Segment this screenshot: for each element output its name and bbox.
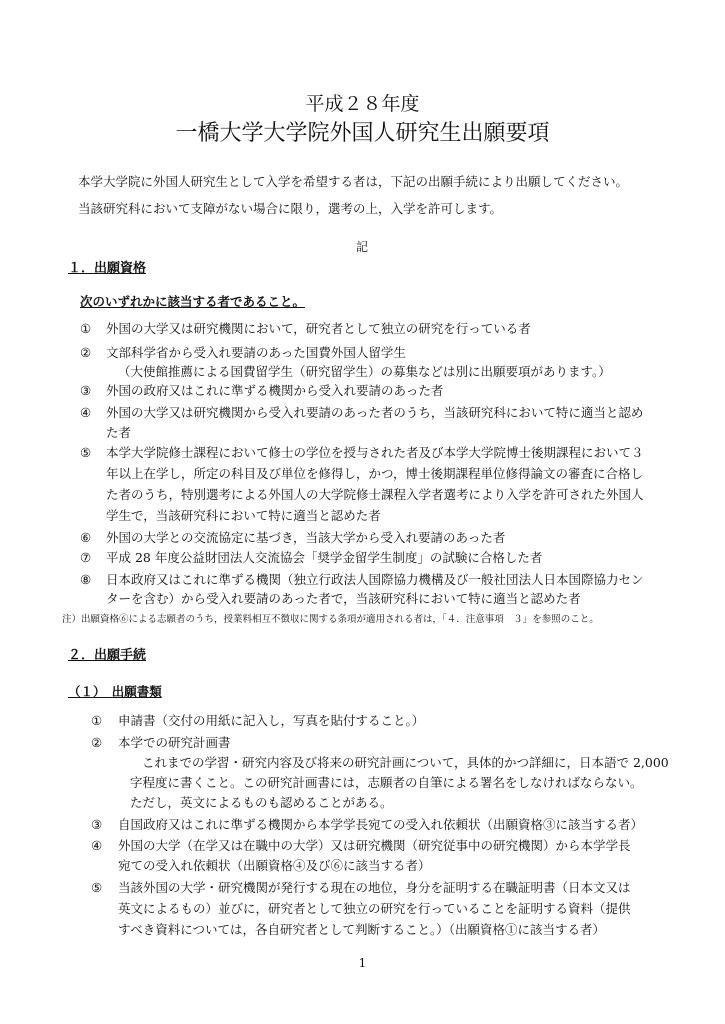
page-number: 1 xyxy=(358,956,367,970)
list-number: ④ xyxy=(80,405,92,420)
list-item: これまでの学習・研究内容及び将来の研究計画について，具体的かつ詳細に，日本語で 2,000 xyxy=(142,755,669,770)
list-item: 字程度に書くこと。この研究計画書には，志願者の自筆による署名をしなければならない。 xyxy=(130,775,643,790)
intro-line-1: 本学大学院に外国人研究生として入学を希望する者は，下記の出願手続により出願してください。 xyxy=(78,174,629,189)
list-item: 当該外国の大学・研究機関が発行する現在の地位，身分を証明する在職証明書（日本文又は xyxy=(118,880,631,895)
section2-subheading: （１） 出願書類 xyxy=(68,684,162,699)
eligibility-note: 注）出願資格⑥による志願者のうち，授業料相互不徴収に関する条項が適用される者は，「４．注意事項 ３」を参照のこと。 xyxy=(62,614,599,625)
list-number: ① xyxy=(91,713,103,728)
document-title: 一橋大学大学院外国人研究生出願要項 xyxy=(175,121,550,146)
list-number: ② xyxy=(80,345,92,360)
list-item: すべき資料については，各自研究者として判断すること。）（出願資格①に該当する者） xyxy=(118,922,606,937)
intro-line-2: 当該研究科において支障がない場合に限り，選考の上，入学を許可します。 xyxy=(78,201,503,216)
list-item: 外国の大学又は研究機関において，研究者として独立の研究を行っている者 xyxy=(106,321,531,336)
list-item: 外国の大学との交流協定に基づき，当該大学から受入れ要請のあった者 xyxy=(106,530,506,545)
section1-subheading: 次のいずれかに該当する者であること。 xyxy=(80,294,306,309)
list-item: 自国政府又はこれに準ずる機関から本学学長宛ての受入れ依頼状（出願資格③に該当する者） xyxy=(118,817,644,832)
list-item: 宛ての受入れ依頼状（出願資格④及び⑥に該当する者） xyxy=(118,858,431,873)
list-number: ① xyxy=(80,321,92,336)
list-item: た者 xyxy=(106,425,132,440)
list-number: ⑥ xyxy=(80,530,92,545)
list-number: ③ xyxy=(91,817,103,832)
list-item: ただし，英文によるものも認めることがある。 xyxy=(130,795,393,810)
section1-heading: １．出願資格 xyxy=(68,261,147,276)
list-item: 日本政府又はこれに準ずる機関（独立行政法人国際協力機構及び一般社団法人日本国際協力セン xyxy=(106,572,644,587)
list-item: 申請書（交付の用紙に記入し，写真を貼付すること。） xyxy=(118,713,425,728)
list-item: 学生で，当該研究科において特に適当と認めた者 xyxy=(106,508,381,523)
document-year: 平成２８年度 xyxy=(305,93,420,115)
list-item: 平成 28 年度公益財団法人交流協会「奨学金留学生制度」の試験に合格した者 xyxy=(106,550,543,565)
list-item: 本学大学院修士課程において修士の学位を授与された者及び本学大学院博士後期課程において３ xyxy=(106,445,644,460)
list-number: ⑦ xyxy=(80,550,92,565)
list-number: ③ xyxy=(80,383,92,398)
ki-mark: 記 xyxy=(356,240,369,254)
list-item: 外国の大学（在学又は在職中の大学）又は研究機関（研究従事中の研究機関）から本学学長 xyxy=(118,838,631,853)
list-item: ターを含む）から受入れ要請のあった者で，当該研究科において特に適当と認めた者 xyxy=(106,591,581,606)
list-number: ④ xyxy=(91,838,103,853)
list-item: た者のうち，特別選考による外国人の大学院修士課程入学者選考により入学を許可された外国人 xyxy=(106,487,644,502)
list-item: 外国の大学又は研究機関から受入れ要請のあった者のうち，当該研究科において特に適当と認め xyxy=(106,405,644,420)
list-number: ② xyxy=(91,735,103,750)
list-item: 英文によるもの）並びに，研究者として独立の研究を行っていることを証明する資料（提供 xyxy=(118,901,631,916)
list-item: 文部科学省から受入れ要請のあった国費外国人留学生 xyxy=(106,345,406,360)
list-item: 年以上在学し，所定の科目及び単位を修得し，かつ，博士後期課程単位修得論文の審査に合格し xyxy=(106,466,644,481)
list-number: ⑤ xyxy=(80,445,92,460)
list-item: 本学での研究計画書 xyxy=(118,735,231,750)
list-number: ⑧ xyxy=(80,572,92,587)
section2-heading: ２．出願手続 xyxy=(68,648,147,663)
list-number: ⑤ xyxy=(91,880,103,895)
list-item: （大使館推薦による国費留学生（研究留学生）の募集などは別に出願要項があります。） xyxy=(118,364,611,379)
list-item: 外国の政府又はこれに準ずる機関から受入れ要請のあった者 xyxy=(106,383,444,398)
